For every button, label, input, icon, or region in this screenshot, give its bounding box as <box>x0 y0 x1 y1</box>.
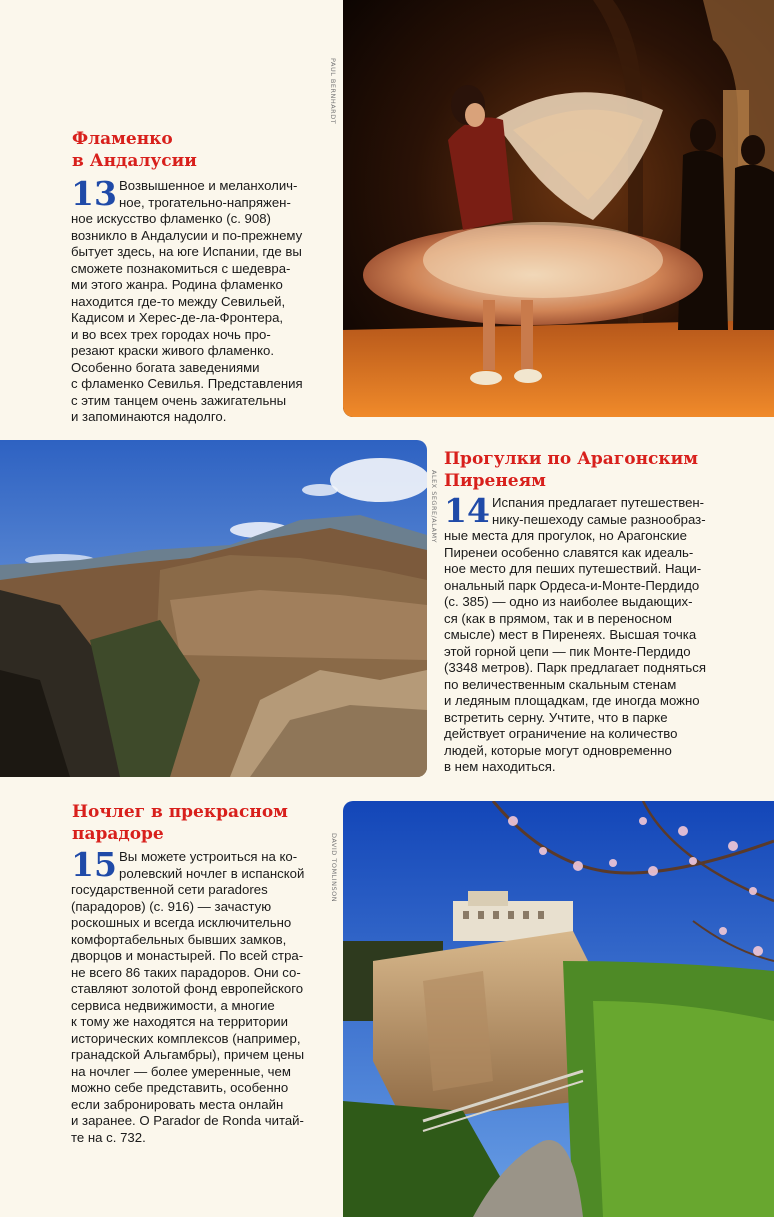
section-14-body: 14 Испания предлагает путешествен- нику-пешеходу самые разнообраз- ные места для прогулок, но Арагонские Пиренеи особенно славятся как идеаль- ное место для пеших путешествий. Наци- ональный парк Ордеса-и-Монте-Пердидо (с. 385) — одно из наиболее выдающих- ся (как в прямом, так и в переносном смысле) мест в Пиренеях. Высшая точка этой горной цепи — пик Монте-Пердидо (3348 метров). Парк предлагает подняться по величественным скальным стенам и ледяным площадкам, где иногда можно встретить серну. Учтите, что в парке действует ограничение на количество людей, которые могут одновременно в нем находиться. <box>444 491 707 774</box>
photo-credit-parador: DAVID TOMLINSON <box>330 833 338 903</box>
section-14-title <box>444 448 698 492</box>
pyrenees-photo <box>0 440 427 777</box>
title-line: в Андалусии <box>72 151 197 171</box>
title-line: Ночлег в прекрасном <box>72 802 288 822</box>
section-15-title <box>72 801 288 845</box>
photo-credit-flamenco: PAUL BERNHARDT <box>329 58 337 125</box>
title-line: Фламенко <box>72 129 173 149</box>
section-number-13: 13 <box>71 174 117 213</box>
section-13-body: 13 Возвышенное и меланхолич- ное, трогательно-напряжен- ное искусство фламенко (с. 908) возникло в Андалусии и по-прежнему бытует здесь, на юге Испании, где вы сможете познакомиться с шедевра- ми этого жанра. Родина фламенко находится где-то между Севильей, Кадисом и Херес-де-ла-Фронтера, и во всех трех городах ночь про- резают краски живого фламенко. Особенно богата заведениями с фламенко Севилья. Представления с этим танцем очень зажигательны и запоминаются надолго. <box>71 174 303 424</box>
title-line: Пиренеям <box>444 471 546 491</box>
parador-photo <box>343 801 774 1217</box>
section-number-14: 14 <box>444 491 490 530</box>
section-13-title <box>72 128 197 172</box>
title-line: парадоре <box>72 824 164 844</box>
photo-credit-pyrenees: ALEX SEGRE/ALAMY <box>430 470 438 544</box>
section-number-15: 15 <box>71 845 117 884</box>
flamenco-photo <box>343 0 774 417</box>
title-line: Прогулки по Арагонским <box>444 449 699 469</box>
section-15-body: 15 Вы можете устроиться на ко- ролевский ночлег в испанской государственной сети paradores (парадоров) (с. 916) — зачастую роскошных и всегда исключительно комфортабельных бывших замков, дворцов и монастырей. По всей стра- не всего 86 таких парадоров. Они со- ставляют золотой фонд европейского сервиса недвижимости, а многие к тому же находятся на территории исторических комплексов (например, гранадской Альгамбры), причем цены на ночлег — более умеренные, чем можно себе представить, особенно если забронировать места онлайн и заранее. O Parador de Ronda читай- те на с. 732. <box>71 845 305 1145</box>
